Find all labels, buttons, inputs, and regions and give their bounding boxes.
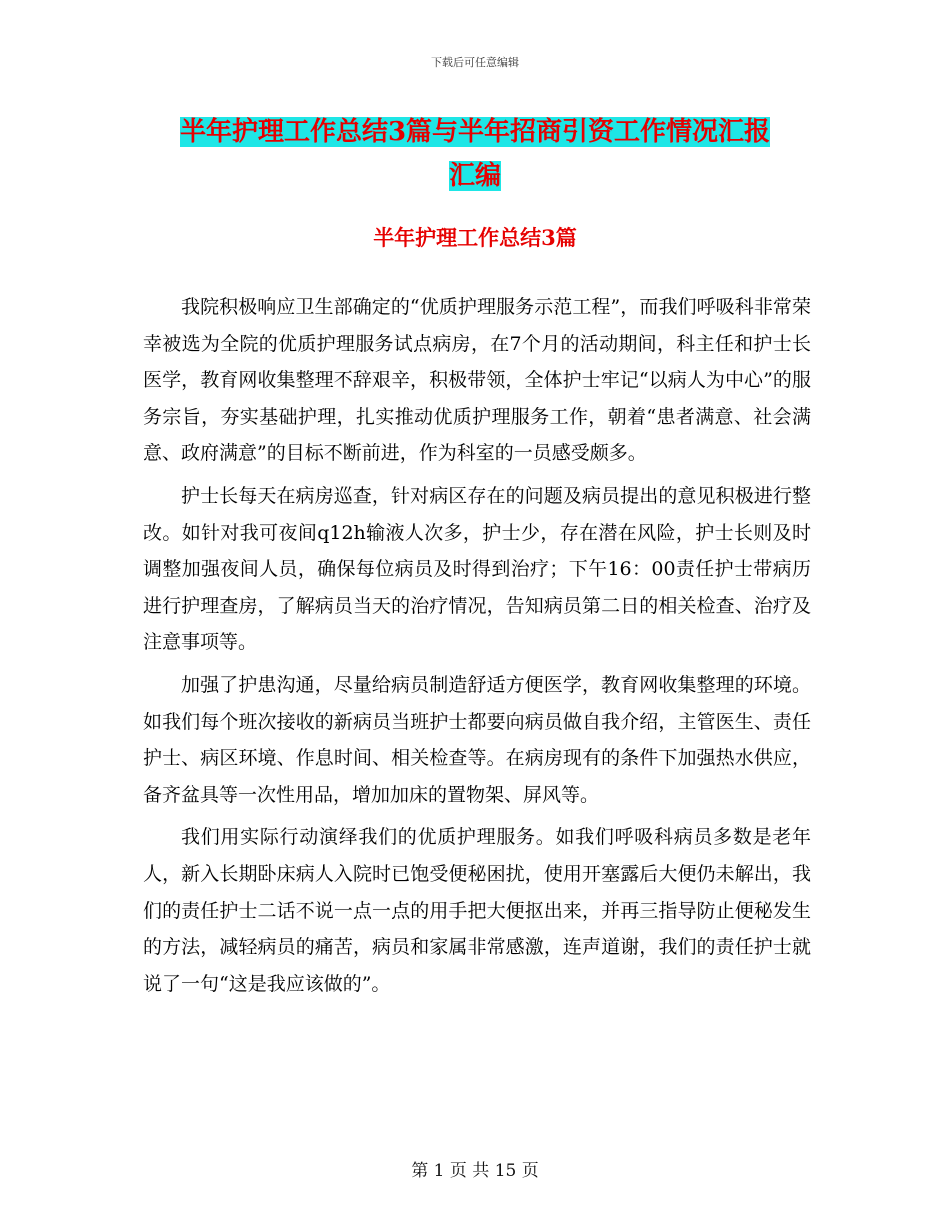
document-title-line2: 汇编 — [448, 161, 501, 191]
document-title — [150, 110, 800, 198]
paragraph: 我们用实际行动演绎我们的优质护理服务。如我们呼吸科病员多数是老年人，新入长期卧床病人入院时已饱受便秘困扰，使用开塞露后大便仍未解出，我们的责任护士二话不说一点一点的用手把大便抠出来，并再三指导防止便秘发生的方法，减轻病员的痛苦，病员和家属非常感激，连声道谢，我们的责任护士就说了一句“这是我应该做的”。 — [143, 826, 811, 995]
paragraph: 我院积极响应卫生部确定的“优质护理服务示范工程”，而我们呼吸科非常荣幸被选为全院的优质护理服务试点病房，在7个月的活动期间，科主任和护士长医学，教育网收集整理不辞艰辛，积极带领，全体护士牢记“以病人为中心”的服务宗旨，夯实基础护理，扎实推动优质护理服务工作，朝着“患者满意、社会满意、政府满意”的目标不断前进，作为科室的一员感受颇多。 — [143, 296, 811, 465]
body-text — [143, 289, 811, 1008]
document-title-line1: 半年护理工作总结3篇与半年招商引资工作情况汇报 — [179, 117, 771, 147]
paragraph: 加强了护患沟通，尽量给病员制造舒适方便医学，教育网收集整理的环境。如我们每个班次接收的新病员当班护士都要向病员做自我介绍，主管医生、责任护士、病区环境、作息时间、相关检查等。在病房现有的条件下加强热水供应，备齐盆具等一次性用品，增加加床的置物架、屏风等。 — [143, 673, 811, 806]
paragraph: 护士长每天在病房巡查，针对病区存在的问题及病员提出的意见积极进行整改。如针对我可夜间q12h输液人次多，护士少，存在潜在风险，护士长则及时调整加强夜间人员，确保每位病员及时得到治疗；下午16：00责任护士带病历进行护理查房，了解病员当天的治疗情况，告知病员第二日的相关检查、治疗及注意事项等。 — [143, 484, 811, 654]
page-number: 第 1 页 共 15 页 — [411, 1161, 539, 1181]
header-note: 下载后可任意编辑 — [431, 56, 519, 69]
section-subtitle: 半年护理工作总结3篇 — [373, 225, 577, 250]
